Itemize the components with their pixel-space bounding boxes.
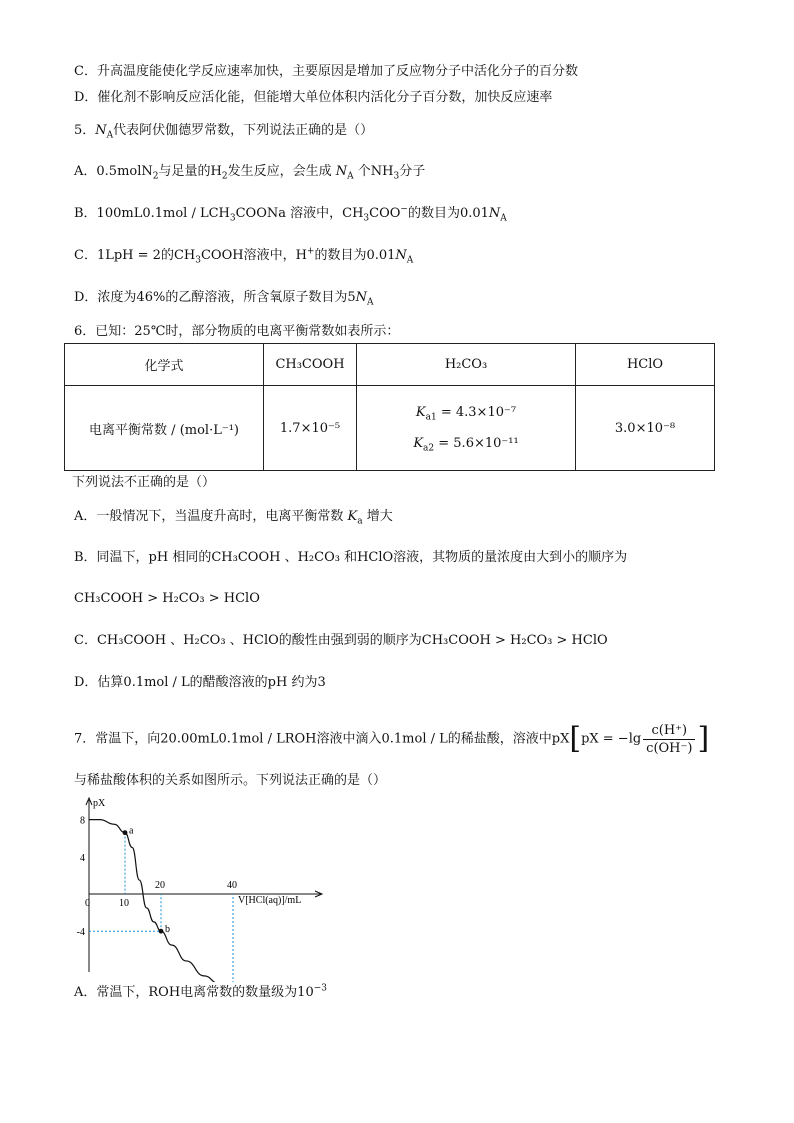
q6-option-b: B．同温下，pH 相同的CH₃COOH 、H₂CO₃ 和HClO溶液，其物质的量浓度由大到小的顺序为 bbox=[74, 550, 628, 565]
k-carbonic: $K_{a1} = 4.3\times 10^{-7}$ $K_{a2} = 5.6\times 10^{-11}$ bbox=[357, 386, 576, 471]
x-tick-label: 0 bbox=[85, 898, 90, 909]
y-tick-label: 8 bbox=[80, 815, 85, 827]
x-tick-label: 40 bbox=[227, 880, 237, 891]
px-curve bbox=[89, 820, 233, 982]
y-tick-label: 4 bbox=[80, 852, 85, 864]
q6-option-a: A．一般情况下，当温度升高时，电离平衡常数 $K_a$ 增大 bbox=[74, 509, 393, 527]
q6-option-c: C．CH₃COOH 、H₂CO₃ 、HClO的酸性由强到弱的顺序为CH₃COOH > H₂CO₃ > HClO bbox=[74, 633, 608, 648]
point-b bbox=[159, 929, 164, 934]
y-axis-label: pX bbox=[93, 798, 106, 809]
q5-option-d: D．浓度为46%的乙醇溶液，所含氧原子数目为$5N_A$ bbox=[74, 290, 374, 308]
q5-stem: 5．$N_A$代表阿伏伽德罗常数，下列说法正确的是（） bbox=[74, 123, 374, 141]
y-tick-label: -4 bbox=[76, 927, 85, 939]
x-axis-label: V[HCl(aq)]/mL bbox=[238, 895, 302, 906]
option-c-previous: C．升高温度能使化学反应速率加快，主要原因是增加了反应物分子中活化分子的百分数 bbox=[74, 64, 578, 79]
q6-stem: 下列说法不正确的是（） bbox=[72, 475, 216, 490]
ph-fraction: $\frac{c(H^+)}{c(OH^-)}$ bbox=[643, 722, 695, 757]
header-carbonic: H₂CO₃ bbox=[357, 344, 576, 386]
point-label-b: b bbox=[165, 924, 170, 936]
q5-option-c: C．1LpH = 2的$CH_3COOH$溶液中，H+的数目为$0.01N_A$ bbox=[74, 246, 414, 266]
x-tick-label: 10 bbox=[119, 898, 129, 909]
header-hclo: HClO bbox=[576, 344, 715, 386]
q6-option-b-order: CH₃COOH > H₂CO₃ > HClO bbox=[74, 591, 260, 606]
q6-option-d: D．估算0.1mol / L的醋酸溶液的pH 约为3 bbox=[74, 675, 326, 690]
px-titration-chart bbox=[70, 792, 340, 982]
k-acetic: 1.7×10⁻⁵ bbox=[264, 386, 357, 471]
point-label-a: a bbox=[129, 825, 134, 837]
point-a bbox=[123, 830, 128, 835]
header-acetic: CH₃COOH bbox=[264, 344, 357, 386]
x-tick-label: 20 bbox=[155, 880, 165, 891]
q5-option-a: A．0.5molN$_2$与足量的$H_2$发生反应，会生成 $N_A$ 个$NH_3$分子 bbox=[74, 164, 426, 182]
q7-stem: 7．常温下，向20.00mL0.1mol / LROH溶液中滴入0.1mol / L的稀盐酸，溶液中pX[pX = −lg $\frac{c(H^+)}{c(OH^-)}$ ] bbox=[74, 721, 710, 756]
row-label: 电离平衡常数 / (mol·L⁻¹) bbox=[65, 386, 264, 471]
k-hclo: 3.0×10⁻⁸ bbox=[576, 386, 715, 471]
q5-option-b: B．$100mL0.1mol / LCH_3COONa$ 溶液中，$CH_3COO^-$的数目为$0.01N_A$ bbox=[74, 204, 507, 224]
option-d-previous: D．催化剂不影响反应活化能，但能增大单位体积内活化分子百分数，加快反应速率 bbox=[74, 90, 553, 105]
constants-table bbox=[64, 343, 715, 471]
q6-intro: 6．已知：25℃时，部分物质的电离平衡常数如表所示： bbox=[74, 324, 400, 339]
q7-stem-line2: 与稀盐酸体积的关系如图所示。下列说法正确的是（） bbox=[74, 773, 387, 788]
q7-option-a: A．常温下，ROH电离常数的数量级为$10^{-3}$ bbox=[74, 983, 327, 1000]
header-formula: 化学式 bbox=[65, 344, 264, 386]
